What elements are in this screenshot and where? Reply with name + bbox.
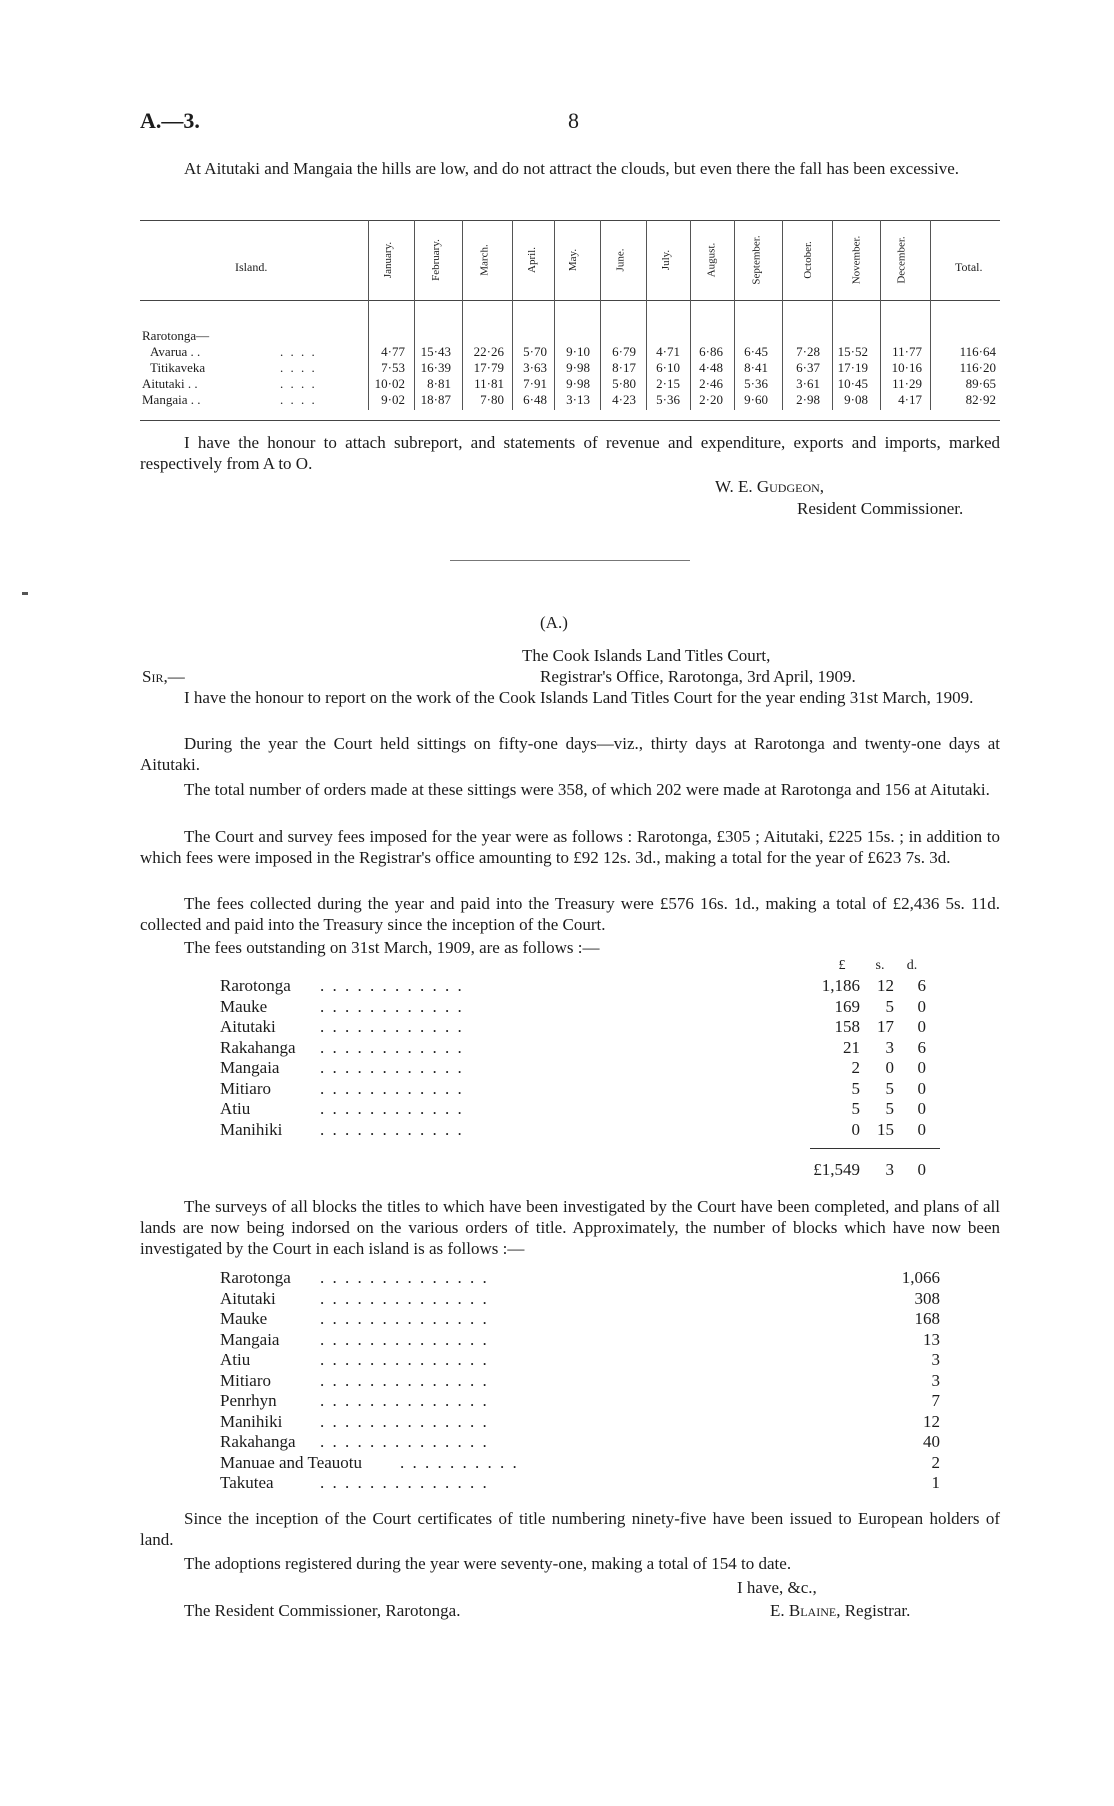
rainfall-cell: 4·17	[898, 392, 922, 407]
fees-amount-d: 0	[917, 996, 926, 1016]
fees-amount-d: 0	[917, 1099, 926, 1118]
fees-amount-d: 6	[917, 1037, 926, 1057]
island-name: Aitutaki . .	[142, 376, 198, 391]
fees-island-name: Rarotonga	[220, 976, 291, 995]
rainfall-cell: 4·77	[381, 344, 405, 359]
fees-row	[220, 1079, 940, 1099]
blocks-island-name: Rakahanga	[220, 1432, 296, 1451]
month-header: October.	[801, 241, 814, 279]
blocks-row	[220, 1309, 940, 1329]
fees-amount-s: 5	[885, 996, 894, 1016]
month-header: January.	[382, 241, 394, 279]
leader-dots: . . . . . . . . . . . .	[320, 1017, 464, 1036]
rainfall-cell: 3·13	[566, 392, 590, 407]
island-name: Avarua . .	[150, 344, 201, 359]
rainfall-cell: 18·87	[420, 392, 451, 407]
rainfall-cell: 6·86	[699, 344, 723, 359]
rainfall-cell: 22·26	[473, 344, 504, 359]
page-number: 8	[568, 108, 579, 133]
month-header: September.	[751, 235, 763, 285]
rainfall-cell: 6·79	[612, 344, 636, 359]
leader-dots: . . . .	[280, 360, 317, 375]
addressee: The Resident Commissioner, Rarotonga.	[184, 1601, 461, 1620]
blocks-row	[220, 1268, 940, 1288]
leader-dots: . . . . . . . . . . . . . .	[320, 1370, 489, 1390]
blocks-island-name: Manihiki	[220, 1411, 283, 1431]
blocks-island-name: Aitutaki	[220, 1288, 276, 1308]
rainfall-cell: 17·79	[473, 360, 504, 375]
leader-dots: . . . . . . . . . .	[400, 1452, 519, 1472]
blocks-island-name: Mangaia	[220, 1329, 280, 1349]
intro-paragraph: At Aitutaki and Mangaia the hills are low, and do not attract the clouds, but even there the fall has been excessive.	[184, 159, 959, 178]
report-paragraph-1: I have the honour to report on the work of the Cook Islands Land Titles Court for the year ending 31st March, 1909.	[184, 688, 974, 707]
report-paragraph-2: During the year the Court held sittings on fifty-one days—viz., thirty days at Rarotonga and twenty-one days at Aitutaki.	[140, 734, 1000, 774]
rainfall-cell: 10·16	[891, 360, 922, 375]
month-header: February.	[430, 239, 442, 281]
fees-amount-s: 5	[885, 1099, 894, 1118]
rainfall-cell: 10·02	[374, 376, 405, 391]
fees-row	[220, 976, 940, 996]
fees-amount-s: 5	[885, 1078, 894, 1098]
leader-dots: . . . . . . . . . . . .	[320, 1099, 464, 1118]
fees-amount-l: 5	[851, 1078, 860, 1098]
report-paragraph-6: The fees outstanding on 31st March, 1909, are as follows :—	[184, 938, 600, 957]
blocks-count: 3	[931, 1370, 940, 1390]
rainfall-cell: 11·29	[892, 376, 922, 391]
fees-island-name: Aitutaki	[220, 1017, 276, 1036]
blocks-row	[220, 1473, 940, 1493]
month-header: May.	[566, 248, 579, 272]
blocks-row	[220, 1330, 940, 1350]
leader-dots: . . . . . . . . . . . .	[320, 1058, 464, 1077]
fees-amount-s: 12	[877, 976, 894, 995]
leader-dots: . . . . . . . . . . . . . .	[320, 1329, 489, 1349]
rainfall-cell: 4·71	[656, 344, 680, 359]
document-reference: A.—3.	[140, 108, 200, 133]
fees-island-name: Mitiaro	[220, 1078, 271, 1098]
leader-dots: . . . . . . . . . . . . . .	[320, 1411, 489, 1431]
rainfall-cell: 2·20	[699, 392, 723, 407]
blocks-count: 2	[931, 1452, 940, 1472]
certificates-paragraph: Since the inception of the Court certificates of title numbering ninety-five have been issued to European holders of land.	[140, 1509, 1000, 1549]
fees-amount-l: 5	[851, 1099, 860, 1118]
leader-dots: . . . .	[280, 392, 317, 407]
rainfall-cell: 9·60	[744, 392, 768, 407]
rainfall-cell: 5·70	[523, 344, 547, 359]
rainfall-cell: 2·15	[656, 376, 680, 391]
rainfall-cell: 7·80	[480, 392, 504, 407]
fees-amount-l: 21	[843, 1037, 860, 1057]
blocks-count: 7	[931, 1391, 940, 1410]
rainfall-total-cell: 116·64	[959, 344, 996, 359]
blocks-count: 1,066	[901, 1268, 940, 1287]
fees-amount-l: 0	[851, 1119, 860, 1139]
blocks-count: 40	[923, 1432, 940, 1451]
month-header: November.	[850, 235, 863, 285]
rainfall-cell: 9·02	[381, 392, 405, 407]
leader-dots: . . . . . . . . . . . .	[320, 996, 464, 1016]
rainfall-cell: 8·17	[612, 360, 636, 375]
fees-island-name: Atiu	[220, 1099, 251, 1118]
table-bottom-rule	[140, 420, 1000, 421]
rainfall-cell: 5·36	[744, 376, 768, 391]
rainfall-cell: 8·41	[744, 360, 768, 375]
blocks-count: 12	[923, 1411, 940, 1431]
fees-amount-l: 1,186	[821, 976, 860, 995]
leader-dots: . . . . . . . . . . . . . .	[320, 1350, 489, 1369]
blocks-island-name: Atiu	[220, 1350, 251, 1369]
rainfall-cell: 5·80	[612, 376, 636, 391]
fees-amount-s: 0	[885, 1058, 894, 1077]
registrar-signature: E. Blaine, Registrar.	[770, 1601, 911, 1620]
pounds-header: £	[838, 958, 846, 973]
leader-dots: . . . . . . . . . . . . . .	[320, 1268, 489, 1287]
blocks-count: 3	[931, 1350, 940, 1369]
blocks-row	[220, 1412, 940, 1432]
month-header: March.	[479, 244, 491, 276]
total-shillings: 3	[885, 1160, 894, 1179]
leader-dots: . . . . . . . . . . . . . .	[320, 1309, 489, 1328]
fees-island-name: Mangaia	[220, 1058, 280, 1077]
table-row	[140, 360, 1000, 376]
fees-amount-d: 0	[917, 1058, 926, 1077]
rainfall-total-cell: 82·92	[965, 392, 996, 407]
section-divider	[450, 560, 690, 561]
fees-total-row	[220, 1160, 940, 1180]
rainfall-cell: 17·19	[837, 360, 868, 375]
honour-paragraph: I have the honour to attach subreport, and statements of revenue and expenditure, exports and imports, marked respectively from A to O.	[140, 433, 1000, 473]
fees-row	[220, 1120, 940, 1140]
blocks-count: 13	[923, 1329, 940, 1349]
rainfall-cell: 4·23	[612, 392, 636, 407]
rainfall-cell: 16·39	[420, 360, 451, 375]
month-header: April.	[525, 247, 538, 273]
leader-dots: . . . . . . . . . . . . . .	[320, 1473, 489, 1492]
total-pence: 0	[917, 1160, 926, 1179]
leader-dots: . . . . . . . . . . . .	[320, 1037, 464, 1057]
rainfall-cell: 9·98	[566, 376, 590, 391]
blocks-count: 1	[931, 1473, 940, 1492]
fees-outstanding-table	[220, 958, 940, 1188]
leader-dots: . . . .	[280, 376, 317, 391]
rainfall-table	[140, 220, 1000, 420]
margin-mark	[22, 592, 28, 595]
blocks-island-name: Takutea	[220, 1473, 274, 1492]
blocks-island-name: Mitiaro	[220, 1370, 271, 1390]
blocks-row	[220, 1371, 940, 1391]
table-row	[140, 392, 1000, 408]
rainfall-cell: 15·52	[837, 344, 868, 359]
rainfall-cell: 5·36	[656, 392, 680, 407]
fees-amount-s: 17	[877, 1017, 894, 1036]
rainfall-cell: 2·98	[796, 392, 820, 407]
leader-dots: . . . . . . . . . . . .	[320, 1119, 464, 1139]
leader-dots: . . . . . . . . . . . . . .	[320, 1432, 489, 1451]
leader-dots: . . . . . . . . . . . . . .	[320, 1391, 489, 1410]
closing-line: I have, &c.,	[737, 1578, 817, 1597]
rainfall-cell: 6·37	[796, 360, 820, 375]
rainfall-cell: 7·28	[796, 344, 820, 359]
month-header: July.	[660, 249, 672, 271]
pence-header: d.	[906, 958, 918, 973]
signature-title-1: Resident Commissioner.	[797, 499, 964, 518]
rainfall-cell: 11·77	[892, 344, 922, 359]
rainfall-cell: 6·48	[523, 392, 547, 407]
adoptions-paragraph: The adoptions registered during the year were seventy-one, making a total of 154 to date.	[184, 1554, 792, 1573]
rainfall-cell: 11·81	[474, 376, 504, 391]
rainfall-cell: 15·43	[420, 344, 451, 359]
rainfall-cell: 10·45	[837, 376, 868, 391]
table-row	[140, 376, 1000, 392]
blocks-row	[220, 1432, 940, 1452]
total-column-header: Total.	[955, 260, 983, 274]
rainfall-cell: 9·08	[844, 392, 868, 407]
table-group-label: Rarotonga—	[142, 328, 210, 343]
island-name: Mangaia . .	[142, 392, 201, 407]
blocks-island-name: Manuae and Teauotu	[220, 1452, 363, 1472]
shillings-header: s.	[875, 958, 885, 973]
report-paragraph-4: The Court and survey fees imposed for the year were as follows : Rarotonga, £305 ; Aitutaki, £225 15s. ; in addition to which fees were imposed in the Registrar's office amounting to £92 12s. 3d., making a total for the year of £623 7s. 3d.	[140, 827, 1000, 867]
sum-rule	[810, 1148, 940, 1149]
rainfall-cell: 4·48	[699, 360, 723, 375]
blocks-island-name: Mauke	[220, 1309, 268, 1328]
fees-row	[220, 1058, 940, 1078]
blocks-count: 168	[914, 1309, 940, 1328]
rainfall-cell: 7·91	[523, 376, 547, 391]
fees-amount-s: 15	[877, 1119, 894, 1139]
blocks-count: 308	[914, 1288, 940, 1308]
fees-amount-l: 2	[851, 1058, 860, 1077]
fees-amount-d: 0	[917, 1119, 926, 1139]
salutation: Sir,—	[142, 667, 185, 686]
rainfall-cell: 7·53	[381, 360, 405, 375]
rainfall-cell: 2·46	[699, 376, 723, 391]
leader-dots: . . . . . . . . . . . .	[320, 1078, 464, 1098]
month-header: June.	[613, 248, 626, 272]
total-pounds: £1,549	[813, 1160, 860, 1179]
address-line-2: Registrar's Office, Rarotonga, 3rd April, 1909.	[540, 667, 856, 686]
blocks-row	[220, 1391, 940, 1411]
fees-island-name: Mauke	[220, 996, 268, 1016]
month-header: August.	[705, 242, 717, 278]
fees-amount-l: 169	[834, 996, 860, 1016]
fees-amount-d: 0	[917, 1017, 926, 1036]
fees-row	[220, 1038, 940, 1058]
fees-amount-d: 6	[917, 976, 926, 995]
rainfall-total-cell: 116·20	[959, 360, 996, 375]
fees-row	[220, 1017, 940, 1037]
surveys-paragraph: The surveys of all blocks the titles to which have been investigated by the Court have been completed, and plans of all lands are now being indorsed on the various orders of title. Approximately, the number of blocks which have now been investigated by the Court in each island is as follows :—	[140, 1197, 1000, 1258]
leader-dots: . . . . . . . . . . . .	[320, 976, 464, 995]
fees-row	[220, 1099, 940, 1119]
island-column-header: Island.	[235, 260, 268, 274]
fees-amount-d: 0	[917, 1078, 926, 1098]
rainfall-cell: 6·10	[656, 360, 680, 375]
rainfall-cell: 9·10	[566, 344, 590, 359]
blocks-island-name: Rarotonga	[220, 1268, 291, 1287]
fees-island-name: Manihiki	[220, 1119, 283, 1139]
month-header: December.	[896, 236, 908, 284]
rainfall-cell: 8·81	[427, 376, 451, 391]
rainfall-cell: 9·98	[566, 360, 590, 375]
signature-name-1: W. E. Gudgeon,	[715, 477, 825, 496]
fees-island-name: Rakahanga	[220, 1037, 296, 1057]
fees-amount-s: 3	[885, 1037, 894, 1057]
leader-dots: . . . . . . . . . . . . . .	[320, 1288, 489, 1308]
report-paragraph-3: The total number of orders made at these sittings were 358, of which 202 were made at Rarotonga and 156 at Aitutaki.	[184, 780, 990, 799]
rainfall-cell: 6·45	[744, 344, 768, 359]
blocks-row	[220, 1350, 940, 1370]
rainfall-cell: 3·61	[796, 376, 820, 391]
leader-dots: . . . .	[280, 344, 317, 359]
rainfall-cell: 3·63	[523, 360, 547, 375]
address-line-1: The Cook Islands Land Titles Court,	[522, 646, 771, 665]
fees-row	[220, 997, 940, 1017]
blocks-row	[220, 1453, 940, 1473]
rainfall-total-cell: 89·65	[965, 376, 996, 391]
table-row	[140, 344, 1000, 360]
section-label: (A.)	[540, 613, 568, 632]
blocks-island-name: Penrhyn	[220, 1391, 277, 1410]
report-paragraph-5: The fees collected during the year and paid into the Treasury were £576 16s. 1d., making a total of £2,436 5s. 11d. collected and paid into the Treasury since the inception of the Court.	[140, 894, 1000, 934]
blocks-row	[220, 1289, 940, 1309]
island-name: Titikaveka	[150, 360, 206, 375]
table-header-rule	[140, 300, 1000, 301]
fees-amount-l: 158	[834, 1017, 860, 1036]
